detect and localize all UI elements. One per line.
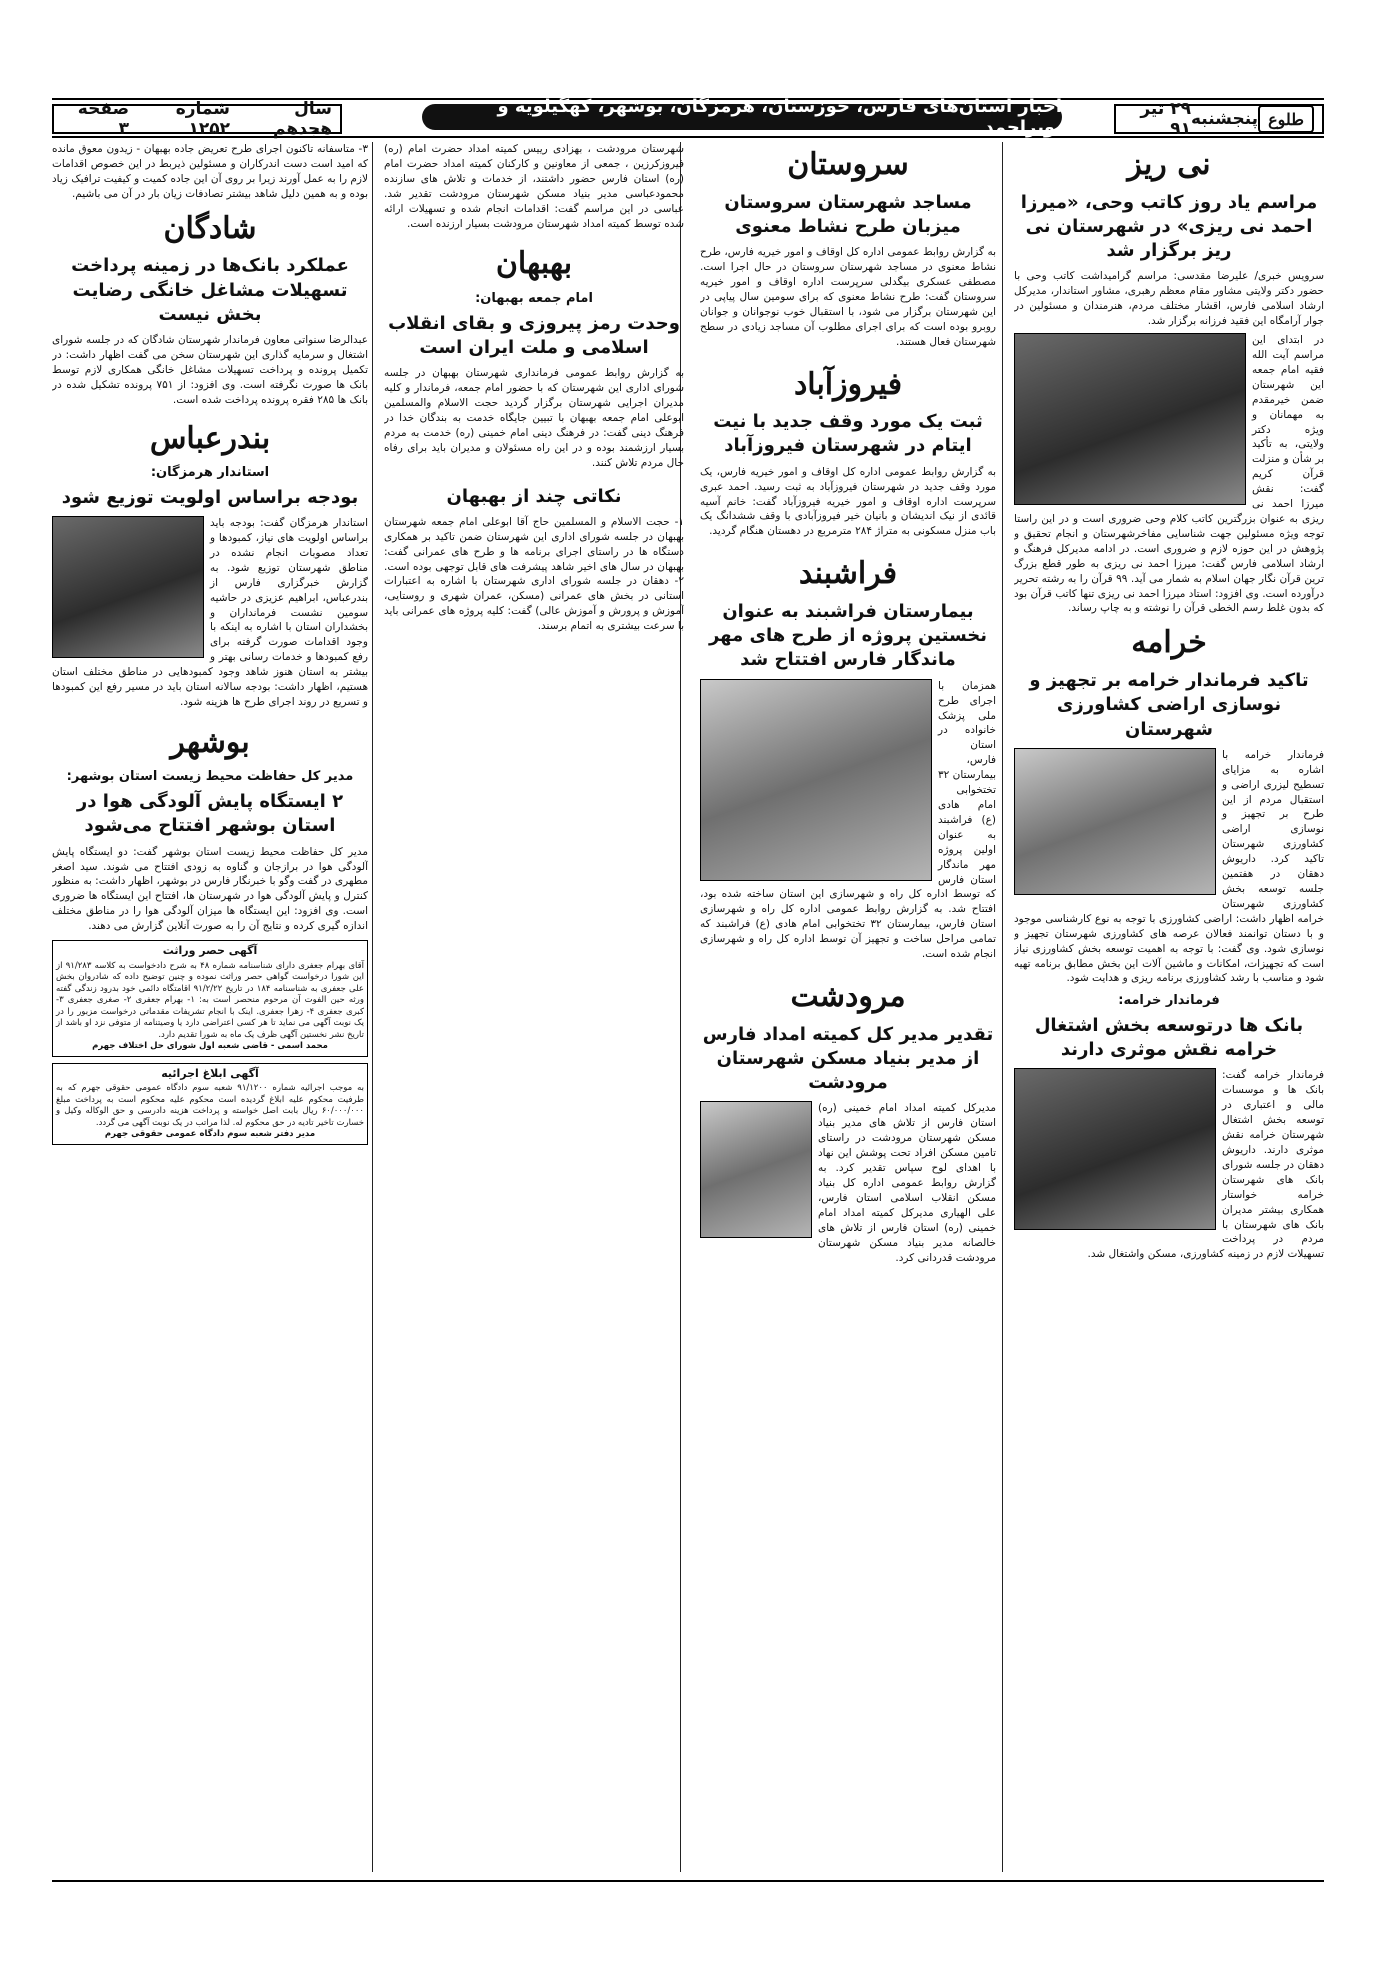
- article-subhead: فرماندار خرامه:: [1118, 993, 1220, 1009]
- article-body: ۱- حجت الاسلام و المسلمین حاج آقا ابوعلی امام جمعه شهرستان بهبهان در جلسه شورای اداری این شهرستان ضمن تاکید بر همکاری دستگاه ها در راستای اجرای برنامه ها و طرح های عمرانی گفت: بهبهان در سال های اخیر شاهد پیشرفت های قابل توجهی بوده است. ۲- دهقان در جلسه شورای اداری شهرستان با اشاره به اعتبارات استانی در بخش های عمرانی (مسکن، عمران شهری و روستایی، آموزش و پرورش و آموزش عالی) گفت: کلیه پروژه های عمرانی باید با سرعت بیشتری به اتمام برسند.: [384, 515, 684, 633]
- notice-title: آگهی حصر وراثت: [162, 944, 258, 958]
- article-body: همزمان با اجرای طرح ملی پزشک خانواده در استان فارس، بیمارستان ۳۲ تختخوابی امام هادی (ع) فراشبند به عنوان اولین پروژه مهر ماندگار استان فارس که توسط اداره کل راه و شهرسازی این استان ساخته شده بود، افتتاح شد. به گزارش روابط عمومی اداره کل راه و شهرسازی استان فارس، بیمارستان ۳۲ تختخوابی امام هادی (ع) فراشبند که تمامی مراحل ساخت و تجهیز آن توسط اداره کل راه و شهرسازی انجام شده است.: [700, 679, 996, 961]
- article-body: ۳- متاسفانه تاکنون اجرای طرح تعریض جاده بهبهان - زیدون معوق مانده که امید است دست اندرکاران و مسئولین ذیربط در این خصوص اقدامات لازم را به عمل آورند زیرا بر روی آن این جاده کمیت و کیفیت ترافیک زیاد بوده و به همین دلیل شاهد بیشتر تصادفات زیان بار در آن می باشیم.: [52, 143, 368, 200]
- ceremony-photo: [1014, 333, 1246, 505]
- masthead-date: ۲۹ تیر ۹۱: [1140, 99, 1191, 139]
- hospital-opening-photo: [700, 679, 932, 881]
- article-subhead: امام جمعه بهبهان:: [475, 291, 593, 307]
- column-2: [700, 142, 996, 1872]
- notice-body: آقای بهرام جعفری دارای شناسنامه شماره ۴۸ به شرح دادخواست به کلاسه ۹۱/۲۸۳ از این شورا درخواست گواهی حصر وراثت نموده و چنین توضیح داده که شادروان بخش علی جعفری به شناسنامه ۱۸۴ در تاریخ ۹۱/۲/۲۲ اقامتگاه دائمی خود بدرود زندگی گفته ورثه حین الفوت آن مرحوم منحصر است به: ۱- بهرام جعفری ۲- صغری جعفری ۳- کبری جعفری ۴- زهرا جعفری. اینک با انجام تشریفات مقدماتی درخواست مزبور را در یک نوبت آگهی می نماید تا هر کسی اعتراضی دارد یا وصیتنامه از متوفی نزد او باشد از تاریخ نشر نخستین آگهی ظرف یک ماه به شورا تقدیم دارد.: [56, 960, 365, 1040]
- article-lead: سرویس خبری/ علیرضا مقدسی: مراسم گرامیداشت کاتب وحی با حضور دکتر ولایتی مشاور مقام معظم رهبری، مشاور استاندار، مدیرکل ارشاد اسلامی فارس، اقشار مختلف مردم، هنرمندان و مسئولین در جوار آرامگاه این فقید فرزانه برگزار شد.: [1014, 270, 1324, 328]
- bank-meeting-photo: [1014, 1068, 1216, 1230]
- article-headline: ثبت یک مورد وقف جدید با نیت ایتام در شهرستان فیروزآباد: [713, 411, 983, 457]
- article-body: فرماندار خرامه با اشاره به مزایای تسطیح لیزری اراضی و استقبال مردم از این طرح بر تجهیز و نوسازی اراضی کشاورزی شهرستان تاکید کرد. داریوش دهقان در هفتمین جلسه توسعه بخش کشاورزی شهرستان خرامه اظهار داشت: اراضی کشاورزی با توجه به نوع کارشناسی موجود و با دستان توانمند فعالان عرصه های کشاورزی شهرستان تجهیز و نوسازی شود. وی گفت: با توجه به اهمیت توسعه بخش کشاورزی نیاز است که تجهیزات، امکانات و ماشین آلات این بخش مطابق برنامه تهیه شود و مناسب با رشد کشاورزی برنامه ریزی و هدایت شود.: [1014, 748, 1324, 985]
- article-body: استاندار هرمزگان گفت: بودجه باید براساس اولویت های نیاز، کمبودها و تعداد مصوبات انجام نشده در مناطق شهرستان توزیع شود. به گزارش خبرگزاری فارس از بندرعباس، ابراهیم عزیزی در حاشیه سومین نشست فرمانداران و بخشداران استان با اشاره به اینکه با وجود اقدامات صورت گرفته برای رفع کمبودها و خدمات رسانی بهتر و بیشتر به استان هنوز شاهد وجود کمبودهایی در مناطق مختلف استان هستیم، اظهار داشت: بودجه سالانه استان باید در مسیر رفع این کمبودها و تسریع در روند اجرای طرح ها هزینه شود.: [52, 517, 368, 708]
- article-body: به گزارش روابط عمومی فرمانداری شهرستان بهبهان در جلسه شورای اداری این شهرستان که با حضور امام جمعه، فرماندار و کلیه مدیران اجرایی شهرستان برگزار گردید حجت الاسلام والمسلمین ابوعلی امام جمعه بهبهان با تبیین جایگاه خدمت به بندگان خدا در فرهنگ دینی گفت: در فرهنگ دینی امام خمینی (ره) خدمت به مردم بسیار ارزشمند بوده و در این راه مسئولان و مدیران باید برای رفاه حال مردم تلاش کنند.: [384, 367, 684, 469]
- portrait-photo: [700, 1101, 812, 1238]
- article-headline: وحدت رمز پیروزی و بقای انقلاب اسلامی و ملت ایران است: [388, 312, 680, 358]
- article-headline: بودجه براساس اولویت توزیع شود: [61, 486, 359, 508]
- article-body: عبدالرضا سنواتی معاون فرماندار شهرستان شادگان که در جلسه شورای اشتغال و سرمایه گذاری این شهرستان سخن می گفت اظهار داشت: در تکمیل پرونده و پرداخت تسهیلات مشاغل خانگی همکاری لازم توسط بانک ها صورت نگرفته است. وی افزود: از ۷۵۱ پرونده تشکیل شده در بانک ها ۲۸۵ فقره پرونده پرداخت شده است.: [52, 334, 368, 406]
- article-headline: تقدیر مدیر کل کمیته امداد فارس از مدیر بنیاد مسکن شهرستان مرودشت: [702, 1023, 994, 1094]
- masthead: [52, 98, 1324, 138]
- masthead-day: پنجشنبه: [1190, 109, 1259, 129]
- newspaper-logo: طلوع: [1258, 105, 1314, 133]
- article-headline: مراسم یاد روز کاتب وحی، «میرزا احمد نی ریزی» در شهرستان نی ریز برگزار شد: [1020, 191, 1318, 262]
- inheritance-notice: [52, 940, 368, 1057]
- governor-photo: [52, 516, 204, 658]
- masthead-date-box: [1114, 99, 1324, 139]
- article-body: مدیرکل کمیته امداد امام خمینی (ره) استان فارس از تلاش های مدیر بنیاد مسکن شهرستان مرودشت در راستای تامین مسکن افراد تحت پوشش این نهاد با اهدای لوح سپاس تقدیر کرد. به گزارش روابط عمومی اداره کل بنیاد مسکن انقلاب اسلامی استان فارس، علی الهیاری مدیرکل کمیته امداد امام خمینی (ره) استان فارس از تلاش های خالصانه مدیر بنیاد مسکن شهرستان مرودشت قدردانی کرد.: [818, 1102, 996, 1264]
- city-heading: سروستان: [787, 147, 909, 182]
- city-heading: بهبهان: [495, 246, 573, 282]
- notice-title: آگهی ابلاغ اجرائیه: [161, 1066, 259, 1080]
- article-body: شهرستان مرودشت ، بهزادی رییس کمیته امداد حضرت امام (ره) فیروزکرزین ، جمعی از معاونین و کارکنان کمیته امداد حضرت امام (ره) استان فارس حضور داشتند، از خدمات و تلاش های سازنده محمودعباسی مدیر بنیاد مسکن شهرستان مرودشت تقدیر شد. عباسی در این مراسم گفت: اقدامات انجام شده و تسهیلات ارائه شده توسط کمیته امداد شهرستان مرودشت بسیار ارزنده است.: [384, 143, 684, 230]
- city-heading: فیروزآباد: [793, 366, 903, 402]
- masthead-year: سال هجدهم: [273, 99, 332, 139]
- city-heading: شادگان: [163, 210, 257, 246]
- article-subhead: استاندار هرمزگان:: [150, 465, 270, 481]
- city-heading: بوشهر: [170, 724, 250, 760]
- masthead-issue: شماره ۱۲۵۲: [175, 99, 231, 139]
- city-heading: مرودشت: [790, 978, 906, 1014]
- article-headline: عملکرد بانک‌ها در زمینه پرداخت تسهیلات مشاغل خانگی رضایت بخش نیست: [71, 255, 349, 325]
- city-heading: بندرعباس: [149, 420, 271, 456]
- article-headline: ۲ ایستگاه پایش آلودگی هوا در استان بوشهر افتتاح می‌شود: [76, 791, 344, 837]
- masthead-issue-box: [52, 99, 342, 139]
- column-1: [1014, 142, 1324, 1872]
- meeting-photo: [1014, 748, 1216, 895]
- article-body: مدیر کل حفاظت محیط زیست استان بوشهر گفت: دو ایستگاه پایش آلودگی هوا در برازجان و گناوه به زودی افتتاح می شوند. سید اصغر مطهری در گفت وگو با خبرنگار فارس در بوشهر، اظهار داشت: به منظور کنترل و پایش آلودگی هوا در شهرستان ها، افتتاح این ایستگاه ها ضروری است. وی افزود: این ایستگاه ها میزان آلودگی هوا را در مناطق مختلف اندازه گیری کرده و نتایج آن را به صورت آنلاین گزارش می دهند.: [52, 845, 368, 933]
- masthead-page: صفحه ۳: [77, 99, 130, 139]
- article-body: در ابتدای این مراسم آیت الله فقیه امام جمعه این شهرستان ضمن خیرمقدم به مهمانان و ویژه دکتر ولایتی، به تأکید بر شأن و منزلت قرآن کریم گفت: نقش میرزا احمد نی ریزی به عنوان بزرگترین کاتب کلام وحی ضروری است و در این راستا توجه ویژه مسئولین جهت شناسایی مفاخرشهرستان و انجام تحقیق و پژوهش در این حوزه لازم و ضروری است. در ادامه مدیرکل فرهنگ و ارشاد اسلامی فارس گفت: میرزا احمد نی ریزی به طور قطع بزرگ ترین قرآن نگار جهان اسلام به شمار می آید. ۹۹ قرآن را به رشته تحریر درآورده است. وی افزود: استاد میرزا احمد نی ریزی تنها کاتب قرآن بود که بدون غلط رسم الخطی قرآن را نوشته و به چاپ رساند.: [1014, 334, 1324, 615]
- article-headline: تاکید فرماندار خرامه بر تجهیز و نوسازی اراضی کشاورزی شهرستان: [1029, 669, 1309, 740]
- notice-body: به موجب اجرائیه شماره ۹۱/۱۲۰۰ شعبه سوم دادگاه عمومی حقوقی جهرم که به طرفیت محکوم علیه ابلاغ گردیده است محکوم علیه محکوم است به پرداخت مبلغ ۶۰/۰۰۰/۰۰۰ ریال بابت اصل خواسته و پرداخت هزینه دادرسی و حق الوکاله وکیل و خسارت تاخیر تادیه در حق محکوم له. لذا مراتب در یک نوبت آگهی می گردد.: [56, 1083, 364, 1128]
- section-title: اخبار استان‌های فارس، خوزستان، هرمزگان، بوشهر، کهگیلویه و بویراحمد: [422, 104, 1062, 130]
- article-body: به گزارش روابط عمومی اداره کل اوقاف و امور خیریه فارس، طرح نشاط معنوی در مساجد شهرستان سروستان در حال اجرا است. مصطفی عسکری بیگدلی سرپرست اداره اوقاف و امور خیریه سروستان گفت: طرح نشاط معنوی که برای سومین سال پیاپی در این شهرستان برگزار می شود، با استقبال خوب نوجوانان و جوانان روبرو بوده است که برای اجرای مطلوب آن مساجد زیادی در سطح شهرستان فعال هستند.: [700, 246, 996, 348]
- notice-signature: مدیر دفتر شعبه سوم دادگاه عمومی حقوقی جهرم: [104, 1129, 316, 1140]
- notice-signature: محمد اسمی - قاضی شعبه اول شورای حل اختلاف جهرم: [92, 1041, 328, 1052]
- column-4: [52, 142, 368, 1872]
- article-headline: مساجد شهرستان سروستان میزبان طرح نشاط معنوی: [724, 191, 972, 237]
- page-body: [52, 142, 1324, 1872]
- article-headline: بانک ها درتوسعه بخش اشتغال خرامه نقش موثری دارند: [1034, 1014, 1304, 1061]
- article-headline: بیمارستان فراشبند به عنوان نخستین پروژه از طرح های مهر ماندگار فارس افتتاح شد: [708, 600, 988, 671]
- column-3: [384, 142, 684, 1872]
- article-subhead: مدیر کل حفاظت محیط زیست استان بوشهر:: [66, 769, 354, 785]
- city-heading: خرامه: [1131, 625, 1207, 661]
- footer-rule: [52, 1880, 1324, 1882]
- article-headline: نکاتی چند از بهبهان: [446, 485, 622, 507]
- city-heading: فراشبند: [798, 556, 898, 592]
- article-body: به گزارش روابط عمومی اداره کل اوقاف و امور خیریه فارس، یک مورد وقف جدید در شهرستان فیروزآباد به ثبت رسید. احمد عبری سرپرست اداره اوقاف و امور خیریه فیروزآباد گفت: خانم آسیه قائدی از نیک اندیشان و بانیان خیر فیروزآبادی با وقف ششدانگ یک باب منزل مسکونی به متراژ ۲۸۴ مترمربع در دهستان هنگام گردید.: [700, 465, 996, 538]
- execution-notice: [52, 1063, 368, 1145]
- article-body: فرماندار خرامه گفت: بانک ها و موسسات مالی و اعتباری در توسعه بخش اشتغال شهرستان خرامه نقش موثری دارند. داریوش دهقان در جلسه شورای بانک های شهرستان خرامه خواستار همکاری بیشتر مدیران بانک های شهرستان با مردم در پرداخت تسهیلات لازم در زمینه کشاورزی، مسکن واشتغال شد.: [1087, 1069, 1324, 1261]
- city-heading: نی ریز: [1127, 147, 1211, 182]
